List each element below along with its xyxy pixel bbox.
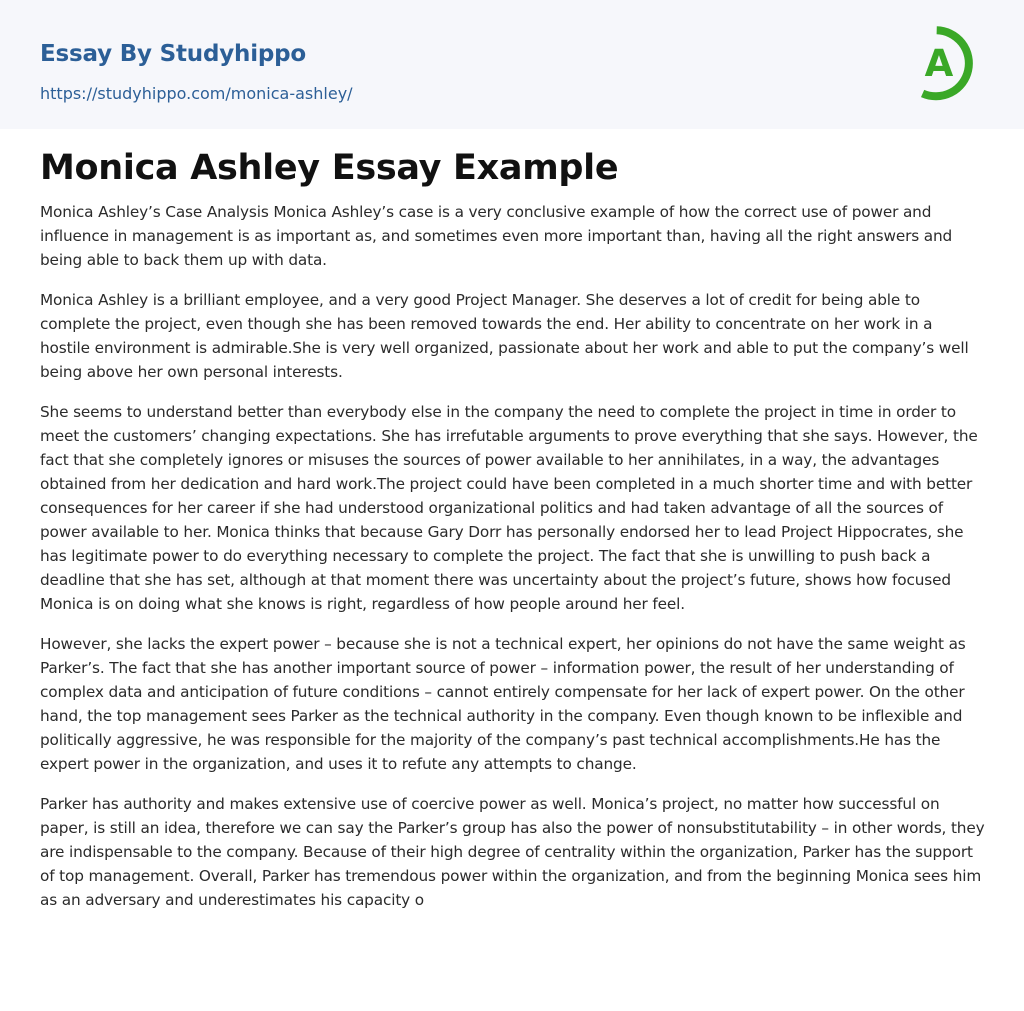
paragraph: However, she lacks the expert power – because she is not a technical expert, her opinions do not have the same weight as Parker’s. The fact that she has another important source of power – information power, the result of her understanding of complex data and anticipation of future conditions – cannot entirely compensate for her lack of expert power. On the other hand, the top management sees Parker as the technical authority in the company. Even though known to be inflexible and politically aggressive, he was responsible for the majority of the company’s past technical accomplishments.He has the expert power in the organization, and uses it to refute any attempts to change. [40, 635, 966, 773]
paragraph: Parker has authority and makes extensive use of coercive power as well. Monica’s project, no matter how successful on paper, is still an idea, therefore we can say the Parker’s group has also the power of nonsubstitutability – in other words, they are indispensable to the company. Because of their high degree of centrality within the organization, Parker has the support of top management. Overall, Parker has tremendous power within the organization, and from the beginning Monica sees him as an adversary and underestimates his capacity o [40, 795, 985, 909]
paragraph: Monica Ashley’s Case Analysis Monica Ashley’s case is a very conclusive example of how the correct use of power and influence in management is as important as, and sometimes even more important than, having all the right answers and being able to back them up with data. [40, 203, 953, 269]
site-header [0, 0, 1024, 129]
studyhippo-logo-icon[interactable] [912, 20, 986, 104]
paragraph: She seems to understand better than everybody else in the company the need to complete the project in time in order to meet the customers’ changing expectations. She has irrefutable arguments to prove everything that she says. However, the fact that she completely ignores or misuses the sources of power available to her annihilates, in a way, the advantages obtained from her dedication and hard work.The project could have been completed in a much shorter time and with better consequences for her career if she had understood organizational politics and had taken advantage of all the sources of power available to her. Monica thinks that because Gary Dorr has personally endorsed her to lead Project Hippocrates, she has legitimate power to do everything necessary to complete the project. The fact that she is unwilling to push back a deadline that she has set, although at that moment there was uncertainty about the project’s future, shows how focused Monica is on doing what she knows is right, regardless of how people around her feel. [40, 403, 978, 613]
article [40, 146, 986, 928]
site-brand[interactable]: Essay By Studyhippo [40, 41, 307, 67]
logo-letter: A [924, 42, 954, 85]
paragraph: Monica Ashley is a brilliant employee, and a very good Project Manager. She deserves a lot of credit for being able to complete the project, even though she has been removed towards the end. Her ability to concentrate on her work in a hostile environment is admirable.She is very well organized, passionate about her work and able to put the company’s well being above her own personal interests. [40, 291, 969, 381]
page-url-link[interactable]: https://studyhippo.com/monica-ashley/ [40, 84, 353, 103]
page-title: Monica Ashley Essay Example [40, 148, 619, 188]
